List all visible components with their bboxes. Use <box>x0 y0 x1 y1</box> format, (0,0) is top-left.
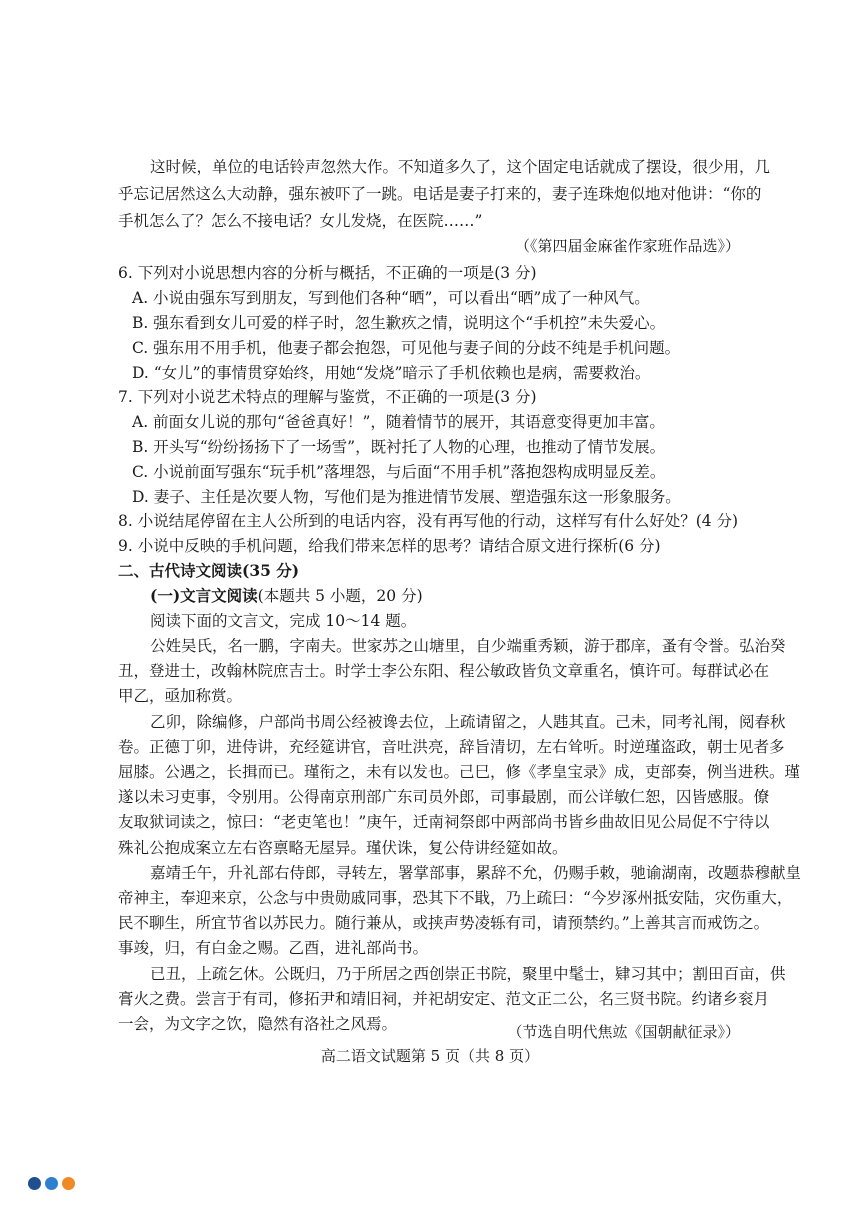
classical-line: 遂以未习吏事，令别用。公得南京刑部广东司员外郎，司事最剧，而公详敏仁恕，囚皆感服。僚 <box>118 788 770 806</box>
classical-line: 事竣，归，有白金之赐。乙酉，进礼部尚书。 <box>118 939 429 957</box>
classical-line: 公姓吴氏，名一鹏，字南夫。世家苏之山塘里，自少端重秀颖，游于郡庠，蚤有令誉。弘治癸 <box>150 637 786 655</box>
classical-line: 民不聊生，所宜节省以苏民力。随行兼从，或挟声势凌轹有司，请预禁约。”上善其言而戒饬之。 <box>118 914 770 932</box>
section-title: 二、古代诗文阅读(35 分) <box>118 561 300 580</box>
classical-line: 卷。正德丁卯，进侍讲，充经筵讲官，音吐洪亮，辞旨清切，左右耸听。时逆瑾盗政，朝士见者多 <box>118 738 785 756</box>
classical-line: 已丑，上疏乞休。公既归，乃于所居之西创崇正书院，聚里中髦士，肄习其中；割田百亩，供 <box>150 965 786 983</box>
question-7-option: C. 小说前面写强东“玩手机”落埋怨，与后面“不用手机”落抱怨构成明显反差。 <box>132 463 666 481</box>
classical-line: 甲乙，亟加称赏。 <box>118 687 243 705</box>
classical-line: 友取狱词读之，惊曰：“老吏笔也！”庚午，迁南祠祭郎中两部尚书皆乡曲故旧见公局促不宁待以 <box>118 813 770 831</box>
story-source: （《第四届金麻雀作家班作品选》） <box>514 237 740 255</box>
dot-2 <box>45 1177 58 1190</box>
question-7-option: D. 妻子、主任是次要人物，写他们是为推进情节发展、塑造强东这一形象服务。 <box>132 488 681 506</box>
classical-line: 殊礼公抱成案立左右咨禀略无屋异。瑾伏诛，复公侍讲经筵如故。 <box>118 839 568 857</box>
classical-line: 膏火之费。尝言于有司，修拓尹和靖旧祠，并祀胡安定、范文正二公，名三贤书院。约诸乡衮月 <box>118 990 770 1008</box>
question-7-option: B. 开头写“纷纷扬扬下了一场雪”，既衬托了人物的心理，也推动了情节发展。 <box>132 438 666 456</box>
story-line: 这时候，单位的电话铃声忽然大作。不知道多久了，这个固定电话就成了摆设，很少用，几 <box>150 158 771 176</box>
question-7-option: A. 前面女儿说的那句“爸爸真好！”，随着情节的展开，其语意变得更加丰富。 <box>132 413 665 431</box>
question-9: 9. 小说中反映的手机问题，给我们带来怎样的思考？请结合原文进行探析(6 分) <box>118 537 661 555</box>
question-6-stem: 6. 下列对小说思想内容的分析与概括，不正确的一项是(3 分) <box>118 264 537 282</box>
story-line: 手机怎么了？怎么不接电话？女儿发烧，在医院……” <box>118 212 483 230</box>
dot-1 <box>28 1177 41 1190</box>
page-footer: 高二语文试题第 5 页（共 8 页） <box>320 1047 540 1065</box>
classical-line: 嘉靖壬午，升礼部右侍郎，寻转左，署掌部事，累辞不允，仍赐手敕，驰谕湖南，改题恭穆献皇 <box>150 864 802 882</box>
story-line: 乎忘记居然这么大动静，强东被吓了一跳。电话是妻子打来的，妻子连珠炮似地对他讲：“你的 <box>118 185 762 203</box>
subsection-note: (本题共 5 小题，20 分) <box>257 587 423 605</box>
dot-3 <box>62 1177 75 1190</box>
subsection-title: (一)文言文阅读 <box>150 586 258 605</box>
question-8: 8. 小说结尾停留在主人公所到的电话内容，没有再写他的行动，这样写有什么好处？(4 分) <box>118 512 739 530</box>
question-7-stem: 7. 下列对小说艺术特点的理解与鉴赏，不正确的一项是(3 分) <box>118 388 537 406</box>
classical-line: 帝神主，奉迎来京，公念与中贵勋戚同事，恐其下不戢，乃上疏曰：“今岁涿州抵安陆，灾伤重大， <box>118 889 793 907</box>
classical-line: 丑，登进士，改翰林院庶吉士。时学士李公东阳、程公敏政皆负文章重名，慎许可。每群试必在 <box>118 662 770 680</box>
question-6-option: D. “女儿”的事情贯穿始终，用她“发烧”暗示了手机依赖也是病，需要救治。 <box>132 364 651 382</box>
question-6-option: B. 强东看到女儿可爱的样子时，忽生歉疚之情，说明这个“手机控”未失爱心。 <box>132 314 666 332</box>
question-6-option: A. 小说由强东写到朋友，写到他们各种“晒”，可以看出“晒”成了一种风气。 <box>132 289 650 307</box>
reading-instruction: 阅读下面的文言文，完成 10～14 题。 <box>150 612 417 630</box>
classical-line: 屈膝。公遇之，长揖而已。瑾衔之，未有以发也。己巳，修《孝皇宝录》成，吏部奏，例当进秩。瑾 <box>118 763 801 781</box>
question-6-option: C. 强东用不用手机，他妻子都会抱怨，可见他与妻子间的分歧不纯是手机问题。 <box>132 339 681 357</box>
classical-source: （节选自明代焦竑《国朝献征录》） <box>507 1023 740 1041</box>
decorative-dots <box>28 1177 75 1190</box>
classical-line: 乙卯，除编修，户部尚书周公经被谗去位，上疏请留之，人韪其直。己未，同考礼闱，阅春秋 <box>150 713 786 731</box>
subsection-heading <box>150 586 423 606</box>
classical-line: 一会，为文字之饮，隐然有洛社之风焉。 <box>118 1015 398 1033</box>
